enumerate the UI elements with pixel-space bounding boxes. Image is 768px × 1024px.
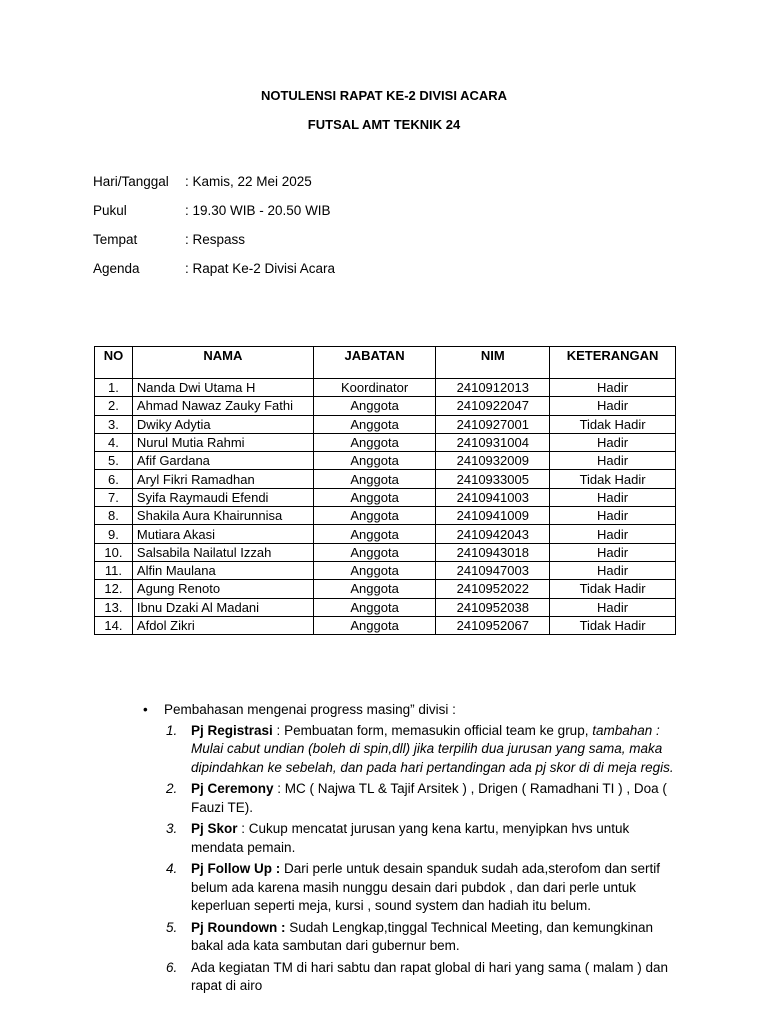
cell-no: 6. [95,470,133,488]
table-row [95,415,676,433]
discussion-item [140,919,685,956]
table-row [95,598,676,616]
cell-no: 8. [95,507,133,525]
document-title: NOTULENSI RAPAT KE-2 DIVISI ACARA [260,88,508,103]
info-value: : Kamis, 22 Mei 2025 [185,174,312,189]
discussion-item [140,820,685,857]
discussion-intro [140,701,685,720]
item-label: Pj Skor [191,821,238,836]
cell-nama: Nurul Mutia Rahmi [132,433,313,451]
cell-no: 9. [95,525,133,543]
cell-nim: 2410941003 [436,488,550,506]
header-keterangan: KETERANGAN [550,347,676,379]
cell-jabatan: Anggota [313,525,436,543]
item-italic-text: tambahan : Mulai cabut undian (boleh di spin,dll) jika terpilih dua jurusan yang sama, maka dipindahkan ke sebelah, dan pada hari pertandingan ada pj skor di di meja regis. [191,722,674,775]
cell-nama: Dwiky Adytia [132,415,313,433]
cell-keterangan: Hadir [550,433,676,451]
cell-jabatan: Anggota [313,488,436,506]
cell-keterangan: Hadir [550,379,676,397]
info-label: Hari/Tanggal [93,174,169,189]
cell-nama: Syifa Raymaudi Efendi [132,488,313,506]
cell-nama: Alfin Maulana [132,561,313,579]
cell-nim: 2410947003 [436,561,550,579]
cell-no: 5. [95,452,133,470]
cell-nama: Aryl Fikri Ramadhan [132,470,313,488]
cell-keterangan: Hadir [550,525,676,543]
info-label: Tempat [93,232,138,247]
table-row [95,543,676,561]
cell-nama: Afdol Zikri [132,616,313,634]
cell-no: 7. [95,488,133,506]
item-separator: : [237,821,249,836]
cell-nim: 2410952067 [436,616,550,634]
table-row [95,580,676,598]
cell-keterangan: Tidak Hadir [550,580,676,598]
cell-nama: Afif Gardana [132,452,313,470]
cell-keterangan: Tidak Hadir [550,616,676,634]
header-jabatan: JABATAN [313,347,436,379]
cell-jabatan: Anggota [313,598,436,616]
info-label: Pukul [93,203,127,218]
cell-keterangan: Hadir [550,598,676,616]
cell-jabatan: Anggota [313,543,436,561]
cell-no: 3. [95,415,133,433]
cell-no: 12. [95,580,133,598]
cell-jabatan: Anggota [313,397,436,415]
cell-jabatan: Anggota [313,507,436,525]
item-text: MC ( Najwa TL & Tajif Arsitek ) , Drigen ( Ramadhani TI ) , Doa ( Fauzi TE). [191,781,667,815]
discussion-item [140,860,685,916]
discussion-item [140,722,685,778]
cell-no: 14. [95,616,133,634]
info-value: : Respass [185,232,246,247]
table-row [95,397,676,415]
info-label: Agenda [93,261,140,276]
cell-nama: Nanda Dwi Utama H [132,379,313,397]
cell-nama: Mutiara Akasi [132,525,313,543]
cell-nim: 2410941009 [436,507,550,525]
cell-no: 1. [95,379,133,397]
cell-nim: 2410927001 [436,415,550,433]
table-row [95,433,676,451]
table-row [95,488,676,506]
cell-keterangan: Tidak Hadir [550,470,676,488]
info-value: : Rapat Ke-2 Divisi Acara [185,261,336,276]
cell-no: 4. [95,433,133,451]
cell-jabatan: Anggota [313,470,436,488]
table-body [95,379,676,635]
table-row [95,470,676,488]
table-row [95,561,676,579]
cell-no: 13. [95,598,133,616]
item-number: 5. [166,919,178,935]
item-text: Pembuatan form, memasukin official team ke grup, [284,722,593,738]
cell-jabatan: Anggota [313,616,436,634]
item-label: Pj Registrasi [191,722,273,738]
discussion-section [140,701,685,999]
header-nim: NIM [436,347,550,379]
table-row [95,452,676,470]
cell-no: 2. [95,397,133,415]
cell-nim: 2410933005 [436,470,550,488]
item-text: Dari perle untuk desain spanduk sudah ada,sterofom dan sertif belum ada karena masih nunggu desain dari pubdok , dan dari perle untuk keperluan seperti meja, kursi , sound system dan hadiah itu belum. [191,861,660,913]
item-number: 2. [166,781,178,796]
discussion-list [140,722,685,996]
item-number: 6. [166,959,178,975]
cell-nim: 2410942043 [436,525,550,543]
item-text: Ada kegiatan TM di hari sabtu dan rapat global di hari yang sama ( malam ) dan rapat di airo [191,959,669,993]
table-row [95,616,676,634]
cell-keterangan: Hadir [550,543,676,561]
item-number: 1. [166,722,178,738]
header-nama: NAMA [132,347,313,379]
cell-keterangan: Hadir [550,452,676,470]
cell-nim: 2410922047 [436,397,550,415]
cell-no: 11. [95,561,133,579]
cell-nama: Ahmad Nawaz Zauky Fathi [132,397,313,415]
cell-nama: Ibnu Dzaki Al Madani [132,598,313,616]
cell-keterangan: Hadir [550,507,676,525]
table-header-row [95,347,676,379]
item-label: Pj Follow Up : [191,861,281,876]
cell-jabatan: Anggota [313,561,436,579]
cell-nim: 2410952022 [436,580,550,598]
item-separator: : [272,722,285,738]
item-text: Sudah Lengkap,tinggal Technical Meeting, dan kemungkinan bakal ada kata sambutan dari gubernur bem. [191,919,654,953]
cell-nim: 2410952038 [436,598,550,616]
item-separator: : [273,781,285,796]
item-label: Pj Roundown : [191,919,286,935]
table-row [95,507,676,525]
table-row [95,525,676,543]
discussion-intro-text: Pembahasan mengenai progress masing” divisi : [164,702,456,717]
cell-nama: Salsabila Nailatul Izzah [132,543,313,561]
item-text: Cukup mencatat jurusan yang kena kartu, menyipkan hvs untuk mendata pemain. [191,821,630,855]
cell-keterangan: Hadir [550,397,676,415]
item-number: 4. [166,861,178,876]
header-no: NO [95,347,133,379]
cell-nim: 2410932009 [436,452,550,470]
info-value: : 19.30 WIB - 20.50 WIB [185,203,331,218]
cell-jabatan: Koordinator [313,379,436,397]
item-number: 3. [166,821,178,836]
cell-keterangan: Tidak Hadir [550,415,676,433]
discussion-item [140,959,685,996]
cell-jabatan: Anggota [313,452,436,470]
discussion-item [140,780,685,817]
document-subtitle: FUTSAL AMT TEKNIK 24 [307,117,461,132]
cell-no: 10. [95,543,133,561]
cell-jabatan: Anggota [313,580,436,598]
bullet-icon: • [143,702,148,717]
cell-keterangan: Hadir [550,488,676,506]
cell-nama: Shakila Aura Khairunnisa [132,507,313,525]
cell-nim: 2410943018 [436,543,550,561]
table-row [95,379,676,397]
cell-nim: 2410912013 [436,379,550,397]
cell-nama: Agung Renoto [132,580,313,598]
cell-jabatan: Anggota [313,433,436,451]
cell-jabatan: Anggota [313,415,436,433]
cell-nim: 2410931004 [436,433,550,451]
cell-keterangan: Hadir [550,561,676,579]
attendance-table [94,346,676,635]
item-label: Pj Ceremony [191,781,274,796]
